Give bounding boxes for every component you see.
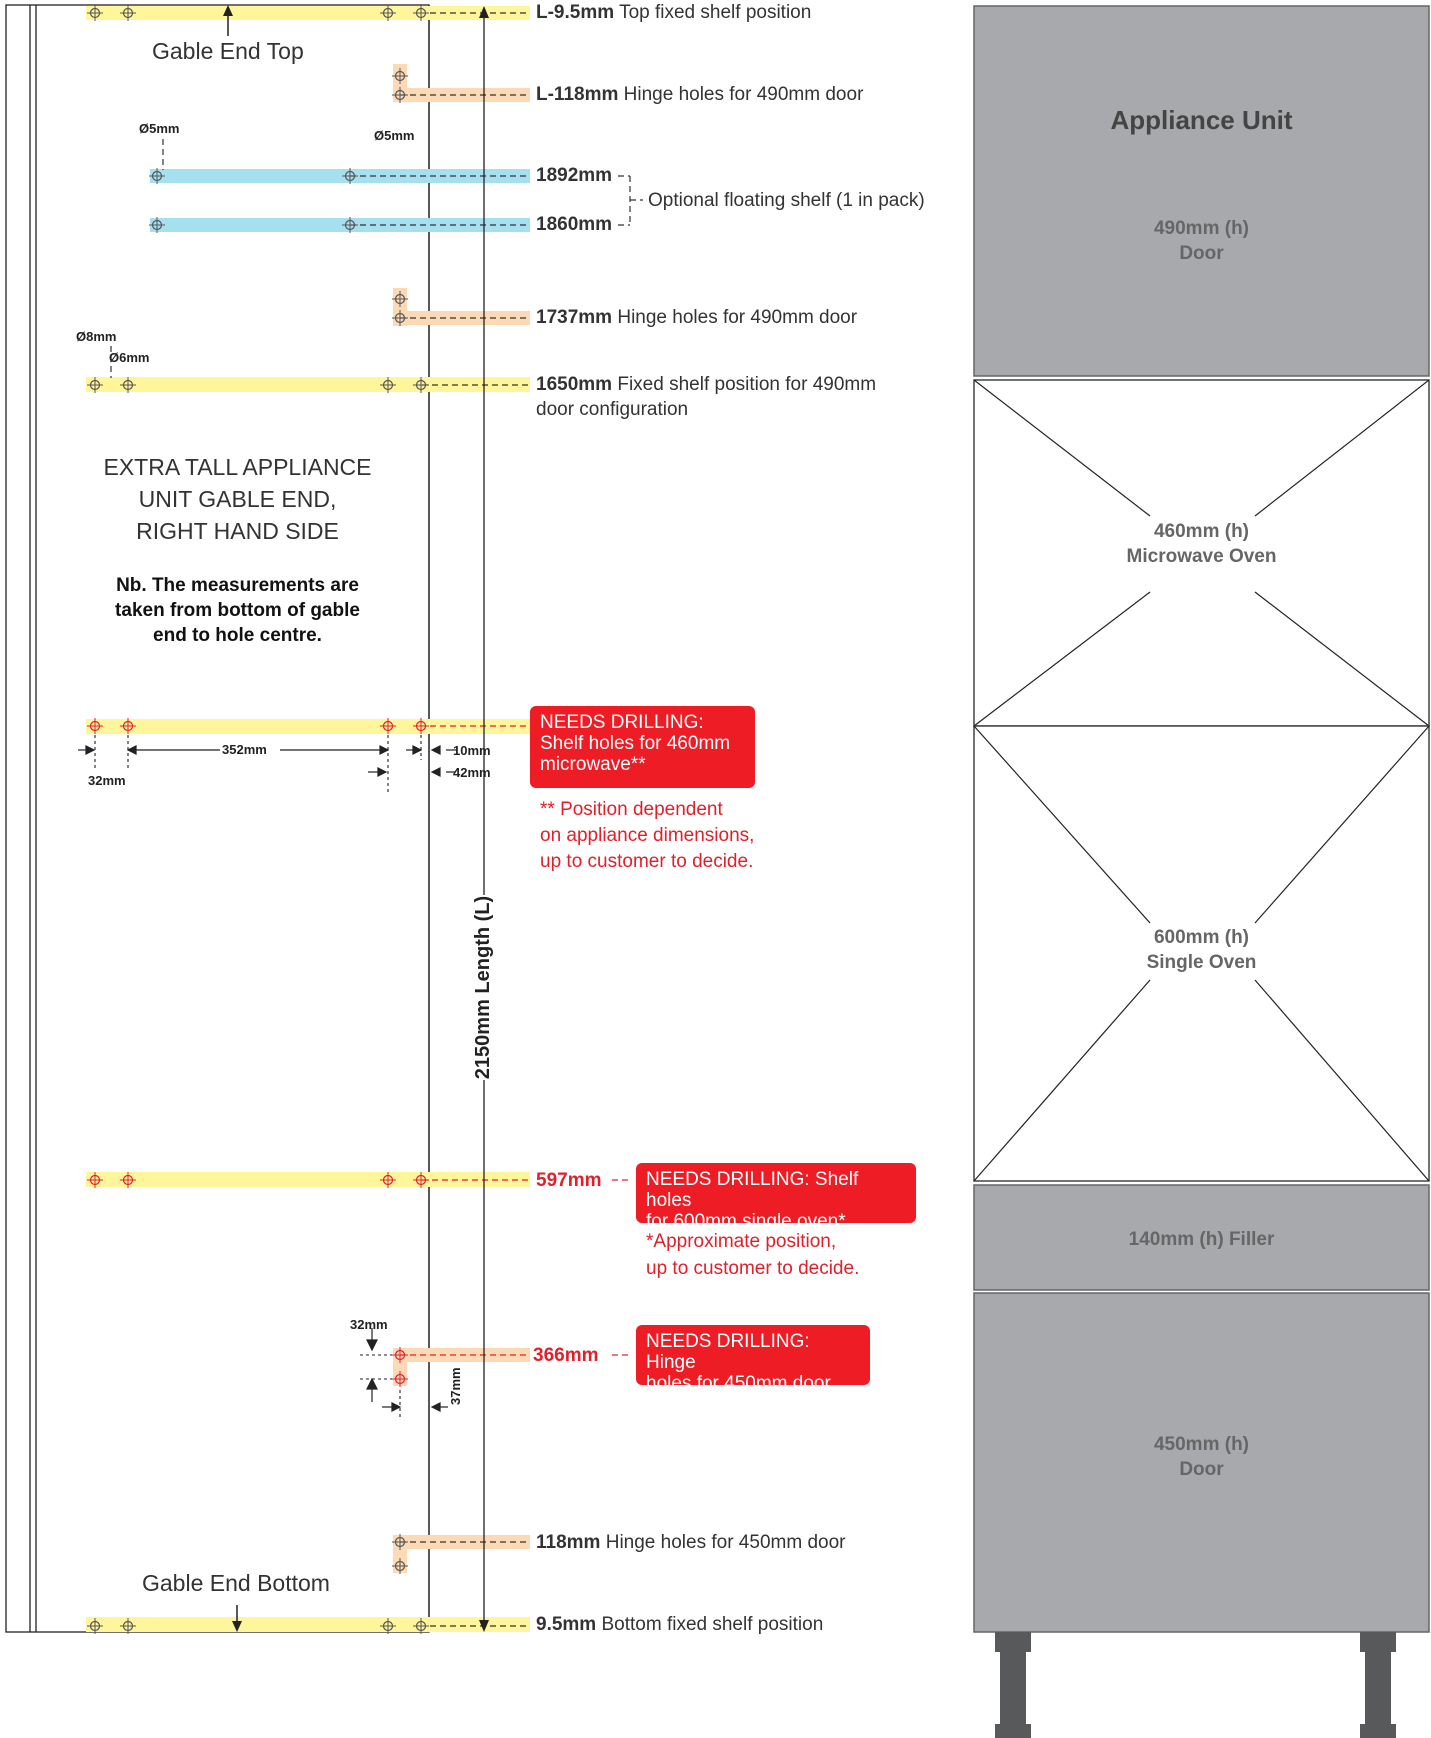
microwave-dimensions bbox=[78, 746, 456, 776]
section-label-450-door: 450mm (h) Door bbox=[1153, 1434, 1250, 1480]
drilling-box-microwave: NEEDS DRILLING: Shelf holes for 460mm microwave** bbox=[530, 706, 755, 788]
diameter-label-5mm-right: Ø5mm bbox=[374, 128, 415, 143]
row-label-L118: L-118mm Hinge holes for 490mm door bbox=[536, 84, 864, 105]
dim-label-352mm: 352mm bbox=[222, 742, 267, 757]
diameter-label-6mm: Ø6mm bbox=[109, 350, 150, 365]
row-label-1892: 1892mm bbox=[536, 165, 613, 186]
drilling-box-hinge: NEEDS DRILLING: Hinge holes for 450mm door bbox=[636, 1325, 870, 1385]
length-label: 2150mm Length (L) bbox=[472, 895, 494, 1080]
measurement-note: Nb. The measurements are taken from bottom of gable end to hole centre. bbox=[115, 575, 360, 646]
appliance-unit-title: Appliance Unit bbox=[1110, 105, 1293, 135]
section-label-filler: 140mm (h) Filler bbox=[1128, 1229, 1275, 1250]
dim-label-42mm: 42mm bbox=[453, 765, 491, 780]
diameter-label-8mm: Ø8mm bbox=[76, 329, 117, 344]
gable-end-bottom-label: Gable End Bottom bbox=[142, 1570, 330, 1596]
row-label-597: 597mm bbox=[536, 1170, 602, 1191]
row-label-366: 366mm bbox=[533, 1345, 599, 1366]
dim-label-32mm-hinge: 32mm bbox=[350, 1317, 388, 1332]
hole-markers bbox=[87, 5, 429, 1634]
shelf-strip-bottom bbox=[86, 1617, 530, 1632]
diameter-label-5mm-left: Ø5mm bbox=[139, 121, 180, 136]
row-label-118: 118mm Hinge holes for 450mm door bbox=[536, 1532, 846, 1553]
drilling-note-oven: *Approximate position, up to customer to decide. bbox=[646, 1231, 860, 1279]
row-label-1650-cont: door configuration bbox=[536, 399, 689, 420]
floating-shelf-label: Optional floating shelf (1 in pack) bbox=[648, 190, 925, 211]
dim-label-10mm: 10mm bbox=[453, 743, 491, 758]
gable-end-top-label: Gable End Top bbox=[152, 38, 304, 64]
row-label-1860: 1860mm bbox=[536, 214, 613, 235]
section-label-490-door: 490mm (h) Door bbox=[1153, 218, 1250, 264]
gable-title: EXTRA TALL APPLIANCE UNIT GABLE END, RIGHT HAND SIDE bbox=[103, 454, 372, 544]
row-label-top-fixed-shelf: L-9.5mm Top fixed shelf position bbox=[536, 2, 812, 23]
hinge-strip-1737 bbox=[393, 288, 530, 326]
row-label-1650: 1650mm Fixed shelf position for 490mm bbox=[536, 374, 877, 395]
unit-legs bbox=[995, 1632, 1396, 1738]
drilling-note-microwave: ** Position dependent on appliance dimensions, up to customer to decide. bbox=[540, 799, 755, 872]
dim-label-37mm: 37mm bbox=[448, 1367, 463, 1405]
section-label-microwave: 460mm (h) Microwave Oven bbox=[1126, 521, 1277, 567]
hinge-strip-L118 bbox=[393, 64, 530, 102]
section-label-single-oven: 600mm (h) Single Oven bbox=[1146, 927, 1257, 973]
drilling-box-oven: NEEDS DRILLING: Shelf holes for 600mm single oven* bbox=[636, 1163, 916, 1223]
hinge-strip-118 bbox=[393, 1535, 530, 1573]
row-label-bottom-fixed-shelf: 9.5mm Bottom fixed shelf position bbox=[536, 1614, 824, 1635]
hinge-366-dimensions bbox=[367, 1328, 448, 1411]
unit-section-490-door bbox=[974, 6, 1429, 376]
dim-label-32mm: 32mm bbox=[88, 773, 126, 788]
row-label-1737: 1737mm Hinge holes for 490mm door bbox=[536, 307, 858, 328]
gable-panel bbox=[6, 5, 429, 1632]
